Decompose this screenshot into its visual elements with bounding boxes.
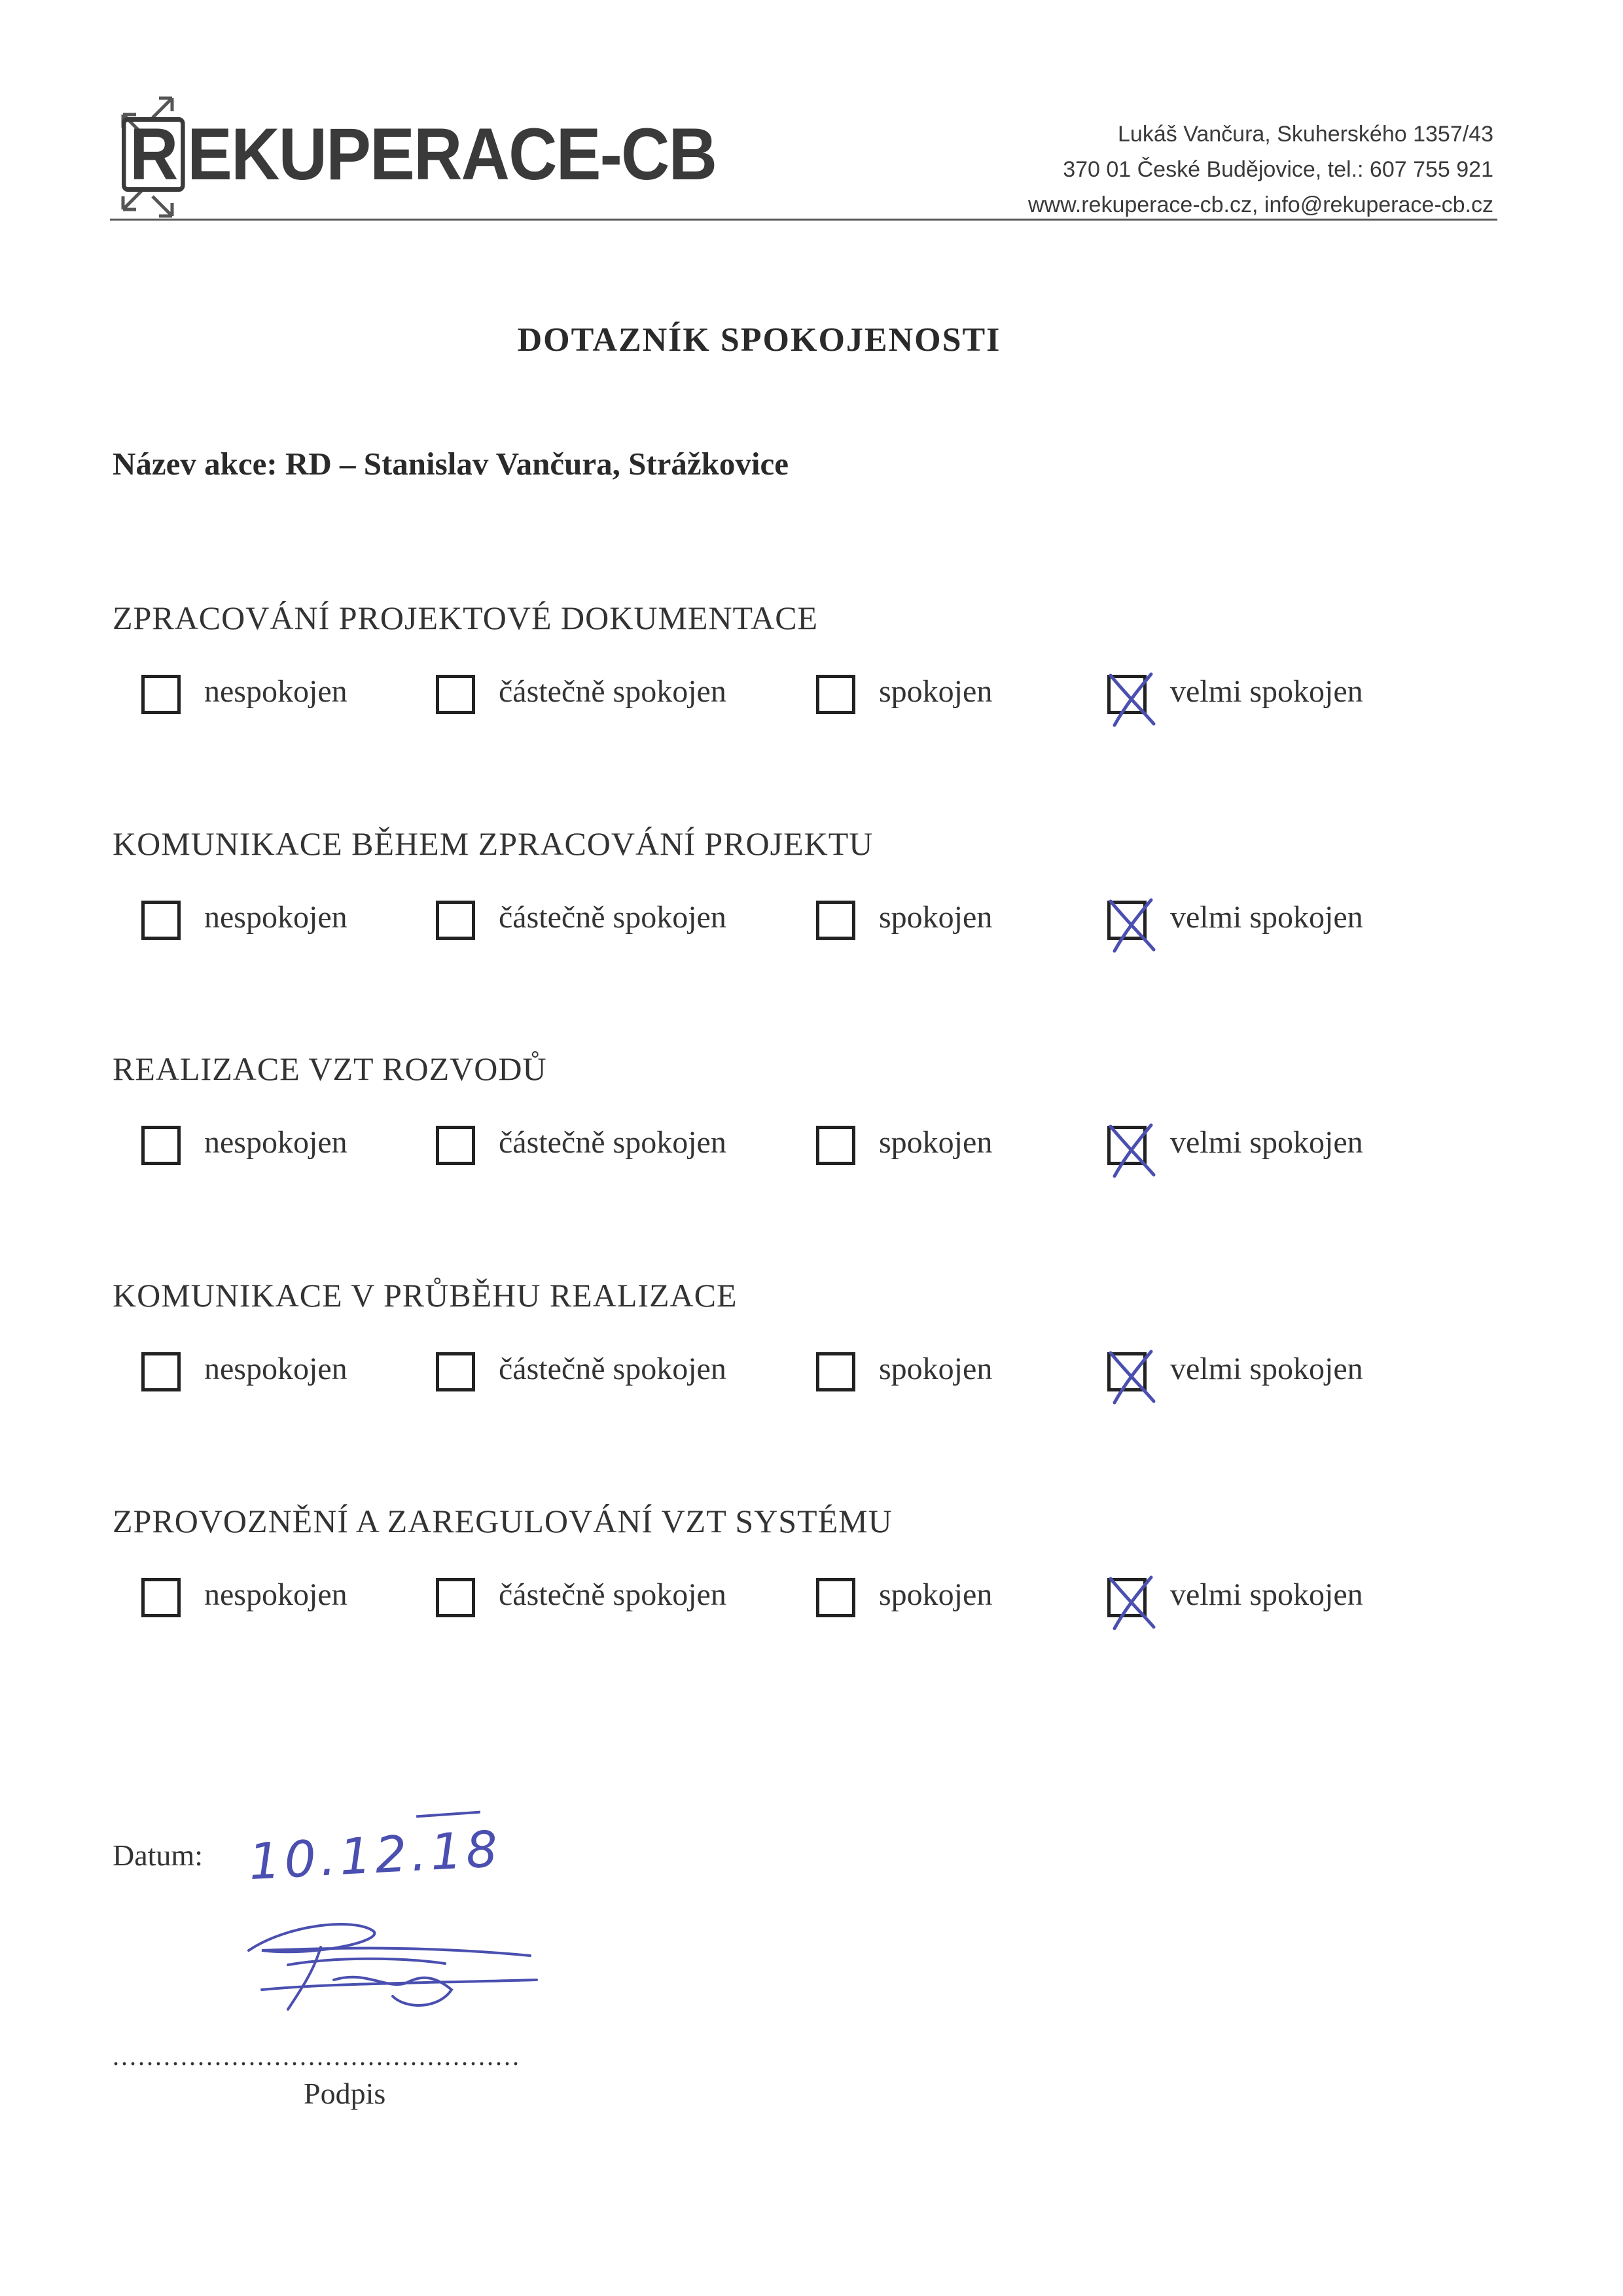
checkbox[interactable] xyxy=(1107,901,1147,940)
document-title: DOTAZNÍK SPOKOJENOSTI xyxy=(517,321,1001,359)
date-handwritten: 10.12.18 xyxy=(247,1819,503,1892)
checkbox[interactable] xyxy=(1107,675,1147,714)
checkbox[interactable] xyxy=(141,901,181,940)
rating-section xyxy=(113,1050,1487,1213)
option-label: velmi spokojen xyxy=(1170,674,1363,709)
option-label: velmi spokojen xyxy=(1170,1352,1363,1386)
company-contact xyxy=(1028,117,1493,223)
logo-initial: R xyxy=(122,117,185,192)
checkbox[interactable] xyxy=(816,1352,855,1391)
rating-section xyxy=(113,1502,1487,1666)
checkbox[interactable] xyxy=(1107,1352,1147,1391)
option-label: nespokojen xyxy=(204,1577,348,1612)
action-name: Název akce: RD – Stanislav Vančura, Strážkovice xyxy=(113,446,789,482)
section-title: KOMUNIKACE BĚHEM ZPRACOVÁNÍ PROJEKTU xyxy=(113,825,874,862)
check-mark-icon xyxy=(1105,1348,1158,1407)
checkbox[interactable] xyxy=(1107,1126,1147,1165)
contact-line-address: Lukáš Vančura, Skuherského 1357/43 xyxy=(1118,122,1493,147)
option-label: částečně spokojen xyxy=(499,674,726,709)
checkbox[interactable] xyxy=(141,1126,181,1165)
option-label: velmi spokojen xyxy=(1170,1577,1363,1612)
section-title: REALIZACE VZT ROZVODŮ xyxy=(113,1050,547,1087)
contact-line-city-phone: 370 01 České Budějovice, tel.: 607 755 921 xyxy=(1063,157,1493,182)
header-divider xyxy=(110,219,1497,221)
checkbox[interactable] xyxy=(436,901,475,940)
checkbox[interactable] xyxy=(141,675,181,714)
signature-line: ................................................ xyxy=(113,2041,521,2071)
rating-section xyxy=(113,599,1487,762)
logo-name: EKUPERACE-CB xyxy=(187,113,717,195)
section-title: ZPRACOVÁNÍ PROJEKTOVÉ DOKUMENTACE xyxy=(113,600,819,636)
check-mark-icon xyxy=(1105,896,1158,955)
checkbox[interactable] xyxy=(816,1126,855,1165)
checkbox[interactable] xyxy=(816,901,855,940)
option-label: spokojen xyxy=(879,1577,993,1612)
option-label: spokojen xyxy=(879,1352,993,1386)
option-label: nespokojen xyxy=(204,1125,348,1160)
signature-label: Podpis xyxy=(304,2077,386,2110)
option-label: velmi spokojen xyxy=(1170,1125,1363,1160)
option-label: spokojen xyxy=(879,674,993,709)
option-label: částečně spokojen xyxy=(499,900,726,935)
section-title: KOMUNIKACE V PRŮBĚHU REALIZACE xyxy=(113,1277,738,1314)
checkbox[interactable] xyxy=(1107,1578,1147,1617)
date-overline xyxy=(416,1811,480,1818)
signature-image xyxy=(236,1911,543,2029)
contact-line-web-email: www.rekuperace-cb.cz, info@rekuperace-cb.cz xyxy=(1027,192,1493,217)
company-logo xyxy=(110,88,717,219)
checkbox[interactable] xyxy=(436,1352,475,1391)
option-label: spokojen xyxy=(879,1125,993,1160)
option-label: velmi spokojen xyxy=(1170,900,1363,935)
option-label: nespokojen xyxy=(204,1352,348,1386)
checkbox[interactable] xyxy=(141,1578,181,1617)
checkbox[interactable] xyxy=(436,1126,475,1165)
option-label: částečně spokojen xyxy=(499,1125,726,1160)
rating-section xyxy=(113,825,1487,988)
checkbox[interactable] xyxy=(816,1578,855,1617)
checkbox[interactable] xyxy=(816,675,855,714)
option-label: nespokojen xyxy=(204,674,348,709)
logo-wordmark xyxy=(122,112,716,196)
check-mark-icon xyxy=(1105,1121,1158,1180)
rating-section xyxy=(113,1276,1487,1440)
date-label: Datum: xyxy=(113,1839,203,1872)
option-label: částečně spokojen xyxy=(499,1352,726,1386)
section-title: ZPROVOZNĚNÍ A ZAREGULOVÁNÍ VZT SYSTÉMU xyxy=(113,1503,893,1539)
option-label: částečně spokojen xyxy=(499,1577,726,1612)
option-label: nespokojen xyxy=(204,900,348,935)
checkbox[interactable] xyxy=(436,675,475,714)
check-mark-icon xyxy=(1105,1573,1158,1632)
checkbox[interactable] xyxy=(141,1352,181,1391)
option-label: spokojen xyxy=(879,900,993,935)
checkbox[interactable] xyxy=(436,1578,475,1617)
check-mark-icon xyxy=(1105,670,1158,729)
